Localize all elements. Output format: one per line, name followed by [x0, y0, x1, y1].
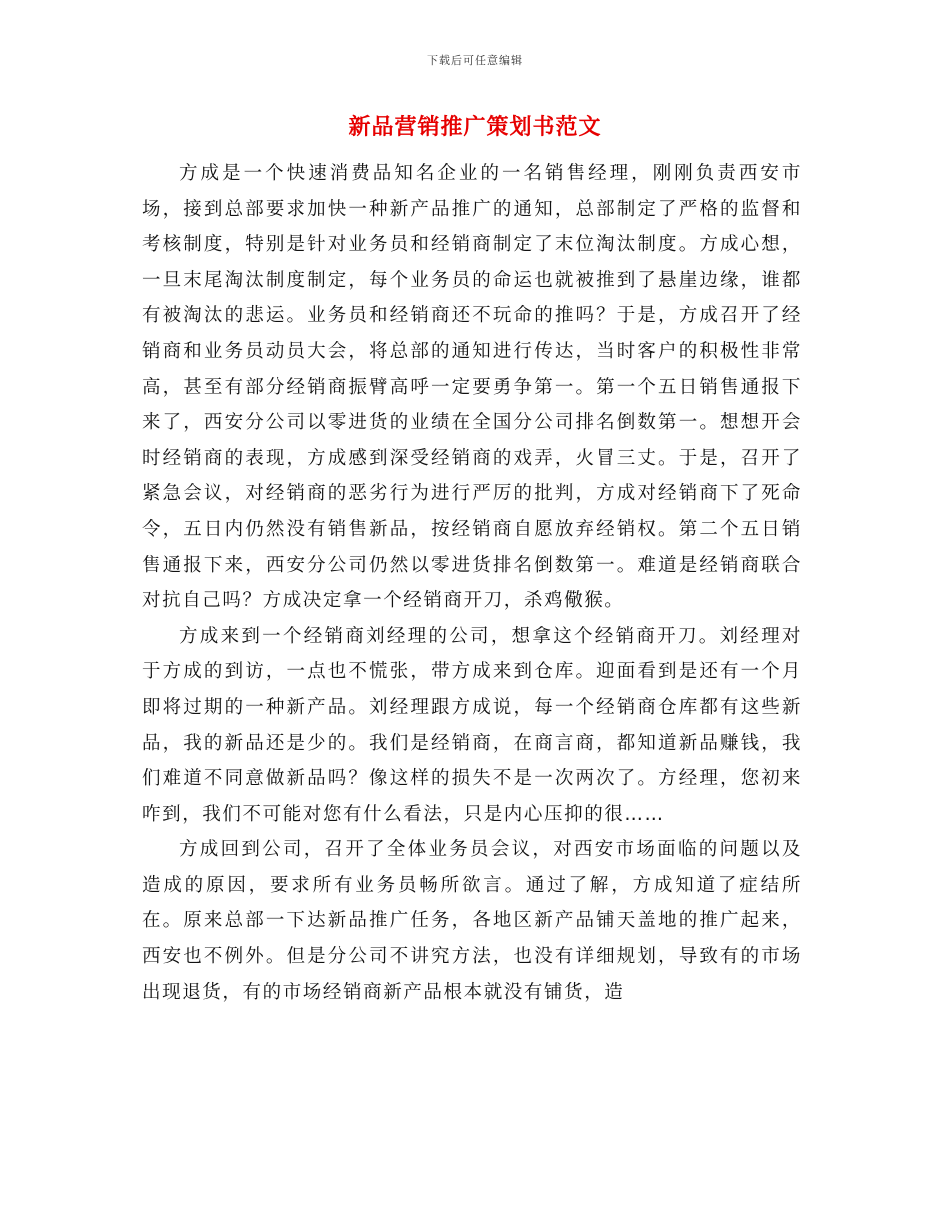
paragraph-1: 方成是一个快速消费品知名企业的一名销售经理，刚刚负责西安市场，接到总部要求加快一种新产品推广的通知，总部制定了严格的监督和考核制度，特别是针对业务员和经销商制定了末位淘汰制度。方成心想，一旦末尾淘汰制度制定，每个业务员的命运也就被推到了悬崖边缘，谁都有被淘汰的悲运。业务员和经销商还不玩命的推吗？于是，方成召开了经销商和业务员动员大会，将总部的通知进行传达，当时客户的积极性非常高，甚至有部分经销商振臂高呼一定要勇争第一。第一个五日销售通报下来了，西安分公司以零进货的业绩在全国分公司排名倒数第一。想想开会时经销商的表现，方成感到深受经销商的戏弄，火冒三丈。于是，召开了紧急会议，对经销商的恶劣行为进行严厉的批判，方成对经销商下了死命令，五日内仍然没有销售新品，按经销商自愿放弃经销权。第二个五日销售通报下来，西安分公司仍然以零进货排名倒数第一。难道是经销商联合对抗自己吗？方成决定拿一个经销商开刀，杀鸡儆猴。 — [142, 163, 802, 612]
paragraph-3: 方成回到公司，召开了全体业务员会议，对西安市场面临的问题以及造成的原因，要求所有业务员畅所欲言。通过了解，方成知道了症结所在。原来总部一下达新品推广任务，各地区新产品铺天盖地的推广起来，西安也不例外。但是分公司不讲究方法，也没有详细规划，导致有的市场出现退货，有的市场经销商新产品根本就没有铺货，造 — [142, 839, 802, 1003]
document-body — [142, 156, 802, 1010]
header-note: 下载后可任意编辑 — [427, 54, 523, 67]
paragraph-2: 方成来到一个经销商刘经理的公司，想拿这个经销商开刀。刘经理对于方成的到访，一点也不慌张，带方成来到仓库。迎面看到是还有一个月即将过期的一种新产品。刘经理跟方成说，每一个经销商仓库都有这些新品，我的新品还是少的。我们是经销商，在商言商，都知道新品赚钱，我们难道不同意做新品吗？像这样的损失不是一次两次了。方经理，您初来咋到，我们不可能对您有什么看法，只是内心压抑的很…… — [142, 625, 802, 825]
document-title: 新品营销推广策划书范文 — [348, 115, 602, 140]
